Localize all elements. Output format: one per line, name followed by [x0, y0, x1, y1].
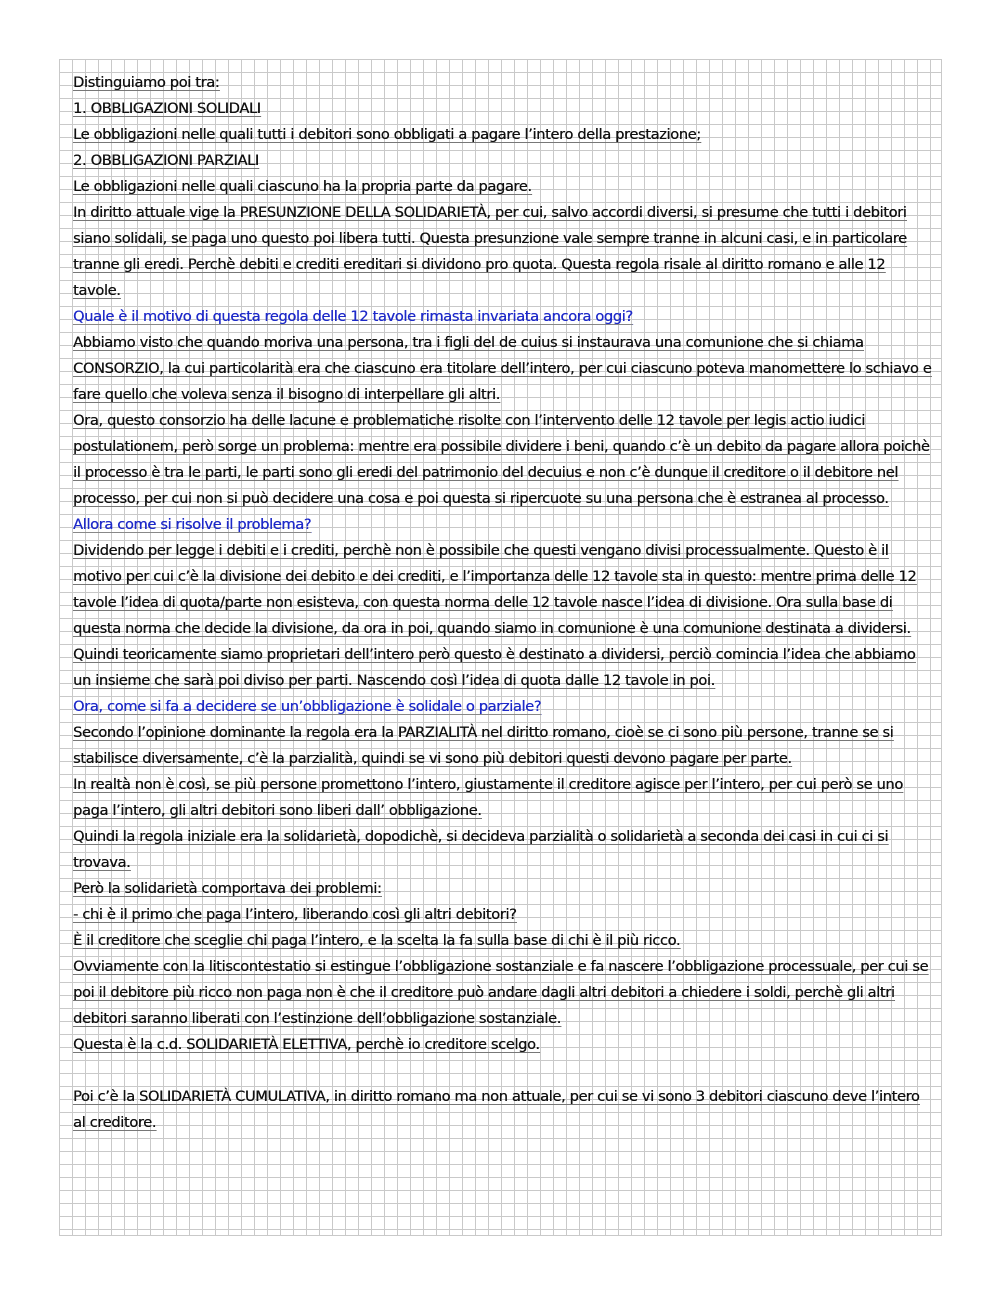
paragraph-consorzio: Abbiamo visto che quando moriva una persona, tra i figli del de cuius si instaurava una comunione che si chiama CONSORZIO, la cui particolarità era che ciascuno era titolare dell’intero, per cui ciascuno poteva manomettere lo schiavo e fare quello che voleva senza il bisogno di interpellare gli altri. [73, 334, 932, 403]
paragraph-in-realta: In realtà non è così, se più persone promettono l’intero, giustamente il creditore agisce per l’intero, per cui però se uno paga l’intero, gli altri debitori sono liberi dall’ obbligazione. [73, 776, 903, 819]
paragraph-problemi: Però la solidarietà comportava dei problemi: [73, 880, 382, 897]
question-motivo-regola: Quale è il motivo di questa regola delle 12 tavole rimasta invariata ancora oggi? [73, 308, 633, 325]
paragraph-presunzione-solidarieta: In diritto attuale vige la PRESUNZIONE DELLA SOLIDARIETÀ, per cui, salvo accordi diversi, si presume che tutti i debitori siano solidali, se paga uno questo poi libera tutti. Questa presunzione vale sempre tranne in alcuni casi, e in particolare tranne gli eredi. Perchè debiti e crediti ereditari si dividono pro quota. Questa regola risale al diritto romano e alle 12 tavole. [73, 204, 907, 299]
definition-solidali: Le obbligazioni nelle quali tutti i debitori sono obbligati a pagare l’intero della prestazione; [73, 126, 701, 143]
heading-obbligazioni-solidali: 1. OBBLIGAZIONI SOLIDALI [73, 100, 261, 117]
paragraph-divisione-debiti: Dividendo per legge i debiti e i crediti, perchè non è possibile che questi vengano divisi processualmente. Questo è il motivo per cui c’è la divisione dei debito e dei crediti, e l’importanza delle 12 tavole sta in questo: mentre prima delle 12 tavole l’idea di quota/parte non esisteva, con questa norma delle 12 tavole nasce l’idea di divisione. Ora sulla base di questa norma che decide la divisione, da ora in poi, quando siamo in comunione è una comunione destinata a dividersi. Quindi teoricamente siamo proprietari dell’intero però questo è destinato a dividersi, perciò comincia l’idea che abbiamo un insieme che sarà poi diviso per parti. Nascendo così l’idea di quota dalle 12 tavole in poi. [73, 542, 917, 689]
intro-line: Distinguiamo poi tra: [73, 74, 220, 91]
list-item-primo-che-paga: - chi è il primo che paga l’intero, liberando così gli altri debitori? [73, 906, 517, 923]
definition-parziali: Le obbligazioni nelle quali ciascuno ha la propria parte da pagare. [73, 178, 532, 195]
document-body [73, 70, 935, 1136]
paragraph-lacune-consorzio: Ora, questo consorzio ha delle lacune e problematiche risolte con l’intervento delle 12 tavole per legis actio iudici postulationem, però sorge un problema: mentre era possibile dividere i beni, quando c’è un debito da pagare allora poichè il processo è tra le parti, le parti sono gli eredi del patrimonio del decuius e non c’è dunque il creditore o il debitore nel processo, per cui non si può decidere una cosa e poi questa si ripercuote su una persona che è estranea al processo. [73, 412, 930, 507]
paragraph-solidarieta-cumulativa: Poi c’è la SOLIDARIETÀ CUMULATIVA, in diritto romano ma non attuale, per cui se vi sono 3 debitori ciascuno deve l’intero al creditore. [73, 1088, 920, 1131]
heading-obbligazioni-parziali: 2. OBBLIGAZIONI PARZIALI [73, 152, 259, 169]
paragraph-creditore-sceglie: È il creditore che sceglie chi paga l’intero, e la scelta la fa sulla base di chi è il più ricco. [73, 932, 681, 949]
paragraph-litiscontestatio: Ovviamente con la litiscontestatio si estingue l’obbligazione sostanziale e fa nascere l’obbligazione processuale, per cui se poi il debitore più ricco non paga non è che il creditore può andare dagli altri debitori a chiedere i soldi, perchè gli altri debitori saranno liberati con l’estinzione dell’obbligazione sostanziale. [73, 958, 929, 1027]
question-solidale-parziale: Ora, come si fa a decidere se un’obbligazione è solidale o parziale? [73, 698, 542, 715]
paragraph-regola-iniziale: Quindi la regola iniziale era la solidarietà, dopodichè, si decideva parzialità o solidarietà a seconda dei casi in cui ci si trovava. [73, 828, 889, 871]
blank-line [73, 1058, 935, 1084]
paragraph-parzialita: Secondo l’opinione dominante la regola era la PARZIALITÀ nel diritto romano, cioè se ci sono più persone, tranne se si stabilisce diversamente, c’è la parzialità, quindi se vi sono più debitori questi devono pagare per parte. [73, 724, 894, 767]
paragraph-solidarieta-elettiva: Questa è la c.d. SOLIDARIETÀ ELETTIVA, perchè io creditore scelgo. [73, 1036, 540, 1053]
question-risolve-problema: Allora come si risolve il problema? [73, 516, 312, 533]
